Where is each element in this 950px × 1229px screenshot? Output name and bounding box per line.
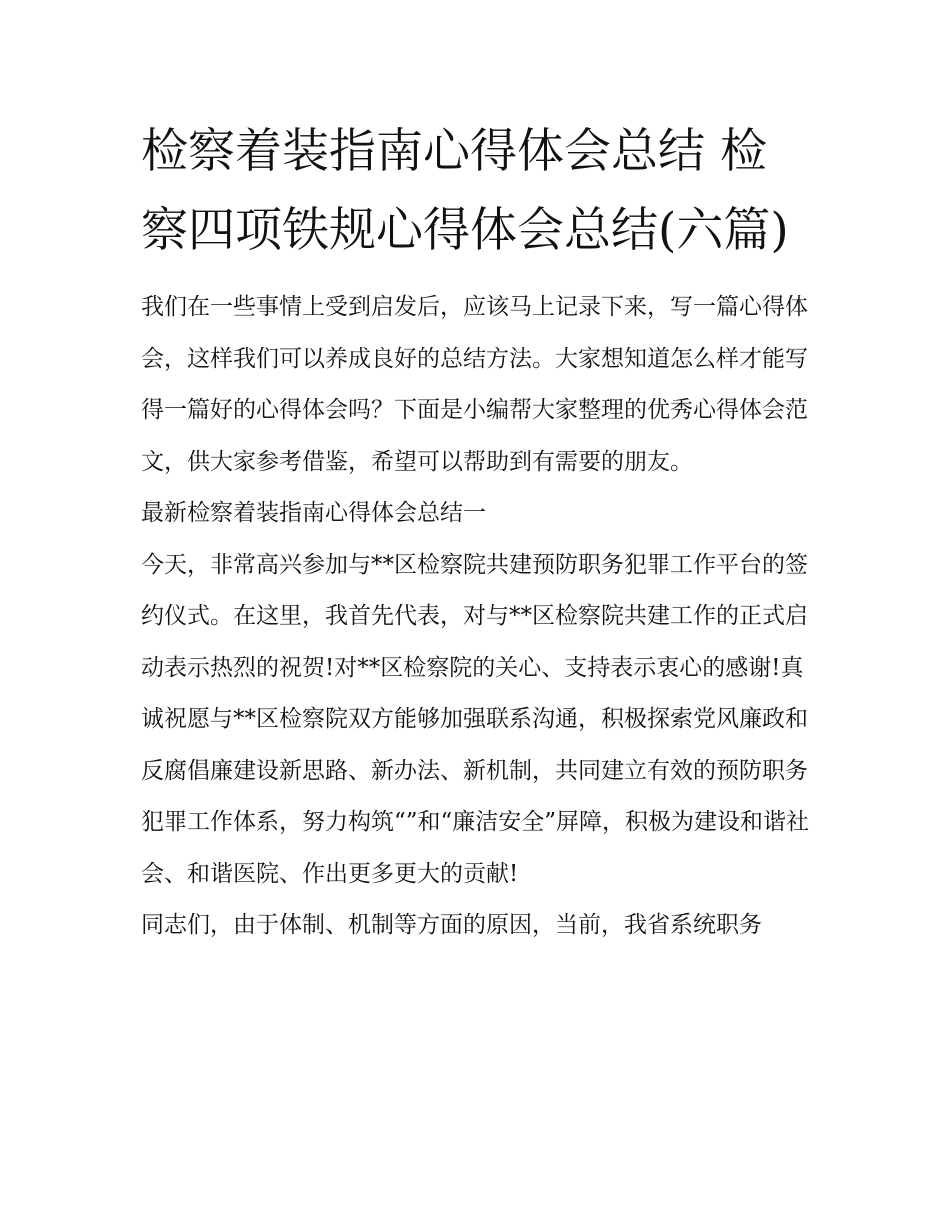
- intro-paragraph: 我们在一些事情上受到启发后，应该马上记录下来，写一篇心得体会，这样我们可以养成良好的总结方法。大家想知道怎么样才能写得一篇好的心得体会吗？下面是小编帮大家整理的优秀心得体会范文，供大家参考借鉴，希望可以帮助到有需要的朋友。: [141, 294, 808, 475]
- body-paragraph: 今天，非常高兴参加与**区检察院共建预防职务犯罪工作平台的签约仪式。在这里，我首先代表，对与**区检察院共建工作的正式启动表示热烈的祝贺!对**区检察院的关心、支持表示衷心的感谢!真诚祝愿与**区检察院双方能够加强联系沟通，积极探索党风廉政和反腐倡廉建设新思路、新办法、新机制，共同建立有效的预防职务犯罪工作体系，努力构筑“”和“廉洁安全”屏障，积极为建设和谐社会、和谐医院、作出更多更大的贡献!: [141, 551, 810, 887]
- document-title: 检察着装指南心得体会总结 检察四项铁规心得体会总结(六篇): [141, 124, 789, 258]
- body-paragraph: 同志们，由于体制、机制等方面的原因，当前，我省系统职务: [141, 912, 762, 938]
- section-heading: 最新检察着装指南心得体会总结一: [141, 500, 486, 526]
- document-body: [141, 112, 813, 952]
